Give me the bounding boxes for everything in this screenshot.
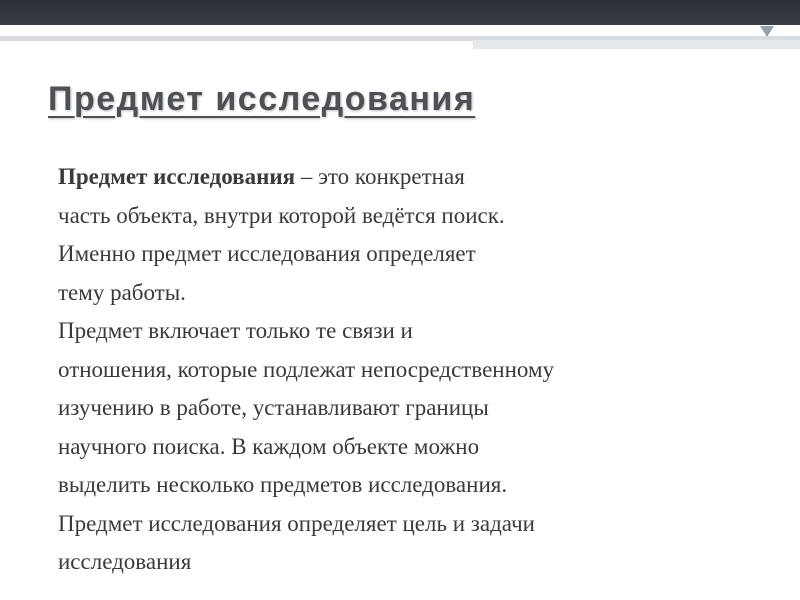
triangle-marker-icon [760,26,774,37]
body-line-11: исследования [58,549,192,574]
term-bold: Предмет исследования [58,164,296,189]
body-line-1 [58,158,788,197]
body-line-1-rest: – это конкретная [295,164,465,189]
body-line-7: изучению в работе, устанавливают границы [58,395,489,420]
header-band [0,0,800,25]
body-line-6: отношения, которые подлежат непосредственному [58,356,555,382]
body-line-3: Именно предмет исследования определяет [58,241,476,266]
body-line-10: Предмет исследования определяет цель и задачи [58,510,535,536]
body-line-5: Предмет включает только те связи и [58,318,413,343]
body-line-8: научного поиска. В каждом объекте можно [58,433,480,459]
body-line-4: тему работы. [58,279,186,305]
slide-body [58,158,788,582]
body-line-2: часть объекта, внутри которой ведётся поиск. [58,202,505,228]
body-line-9: выделить несколько предметов исследования. [58,472,508,497]
decorative-stripe-right [473,40,800,49]
slide-title: Предмет исследования [48,80,476,118]
